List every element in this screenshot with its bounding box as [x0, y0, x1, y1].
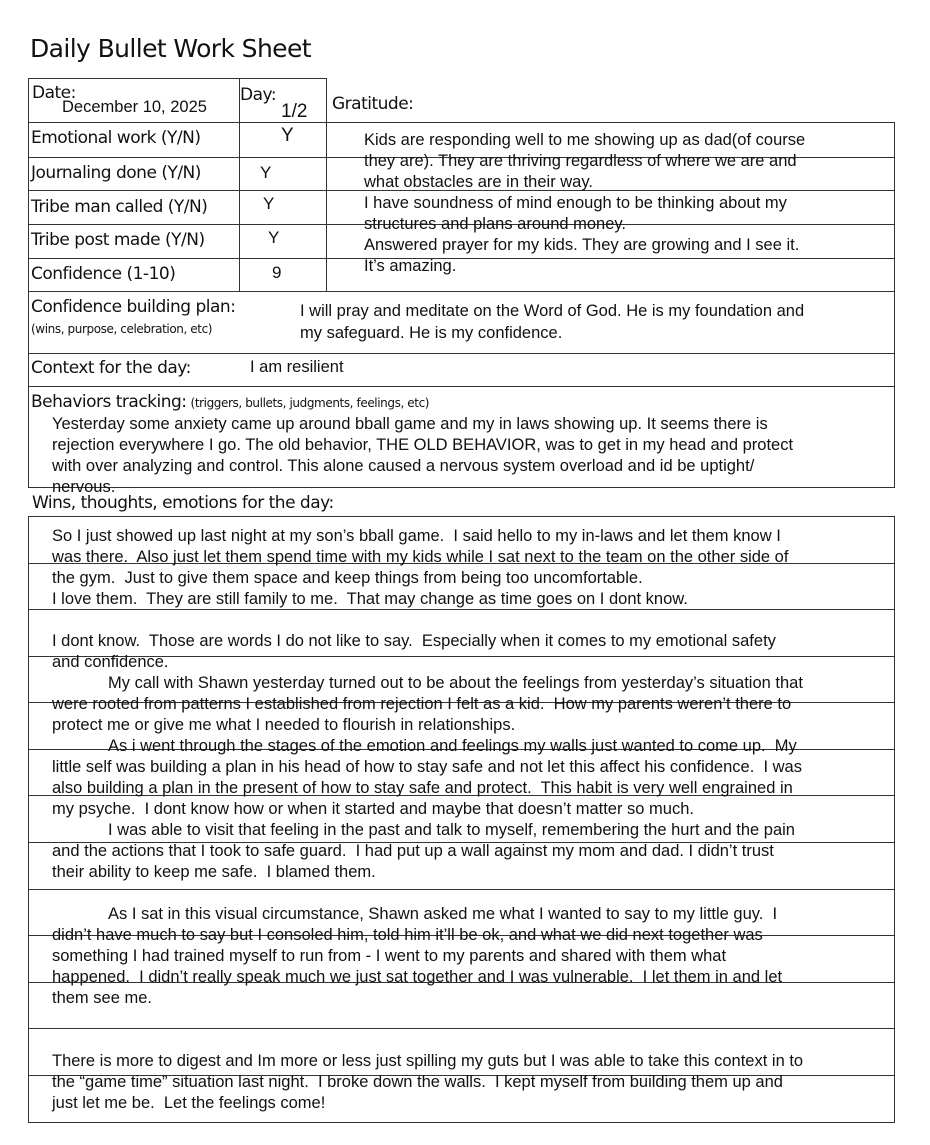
divider: [28, 353, 894, 354]
gratitude-line: they are). They are thriving regardless of where we are and: [364, 152, 797, 170]
divider: [28, 516, 894, 517]
confidence-plan-line: I will pray and meditate on the Word of God. He is my foundation and: [300, 302, 805, 320]
wins-line: I was able to visit that feeling in the past and talk to myself, remembering the hurt and the pain: [108, 821, 795, 839]
behaviors-line: rejection everywhere I go. The old behavior, THE OLD BEHAVIOR, was to get in my head and protect: [52, 436, 794, 454]
wins-label: Wins, thoughts, emotions for the day:: [32, 493, 334, 513]
gratitude-label: Gratitude:: [332, 94, 414, 114]
gratitude-line: structures and plans around money.: [364, 215, 627, 233]
checklist-label: Tribe post made (Y/N): [31, 230, 205, 250]
wins-line: the “game time” situation last night. I broke down the walls. I kept myself from building them up and: [52, 1073, 783, 1091]
wins-line: little self was building a plan in his head of how to stay safe and not let this affect his confidence. I was: [52, 758, 802, 776]
checklist-label: Confidence (1-10): [31, 264, 176, 284]
checklist-value[interactable]: Y: [281, 125, 294, 146]
wins-text[interactable]: [52, 526, 892, 1114]
checklist-label: Tribe man called (Y/N): [31, 197, 208, 217]
behaviors-line: with over analyzing and control. This alone caused a nervous system overload and id be uptight/: [52, 457, 755, 475]
wins-line: my psyche. I dont know how or when it started and maybe that doesn’t matter so much.: [52, 800, 694, 818]
wins-line: [52, 1030, 892, 1051]
wins-line: There is more to digest and Im more or less just spilling my guts but I was able to take this context in to: [52, 1052, 804, 1070]
gratitude-text[interactable]: [364, 130, 805, 277]
divider: [326, 78, 327, 291]
confidence-plan-label: Confidence building plan:: [31, 297, 236, 317]
wins-line: My call with Shawn yesterday turned out to be about the feelings from yesterday’s situation that: [108, 674, 803, 692]
wins-line: didn’t have much to say but I consoled him, told him it’ll be ok, and what we did next together was: [52, 926, 763, 944]
behaviors-line: Yesterday some anxiety came up around bball game and my in laws showing up. It seems there is: [52, 415, 768, 433]
context-value[interactable]: I am resilient: [250, 358, 344, 376]
wins-line: As I sat in this visual circumstance, Shawn asked me what I wanted to say to my little guy. I: [108, 905, 778, 923]
behaviors-text[interactable]: [52, 414, 793, 498]
divider: [28, 516, 29, 1123]
gratitude-line: I have soundness of mind enough to be thinking about my: [364, 194, 787, 212]
behaviors-label: Behaviors tracking:: [31, 392, 187, 412]
wins-line: the gym. Just to give them space and keep things from being too uncomfortable.: [52, 569, 643, 587]
wins-line: and confidence.: [52, 653, 169, 671]
wins-line: protect me or give me what I needed to flourish in relationships.: [52, 716, 516, 734]
wins-line: happened. I didn’t really speak much we just sat together and I was vulnerable. I let them in and let: [52, 968, 783, 986]
behaviors-heading: [31, 392, 429, 412]
divider: [28, 122, 894, 123]
divider: [894, 122, 895, 488]
day-label: Day:: [240, 85, 277, 105]
divider: [28, 386, 894, 387]
behaviors-line: nervous.: [52, 478, 116, 496]
confidence-plan-text[interactable]: [300, 300, 804, 344]
divider: [28, 1122, 894, 1123]
wins-line: and the actions that I took to safe guard. I had put up a wall against my mom and dad. I didn’t trust: [52, 842, 774, 860]
divider: [239, 78, 240, 291]
wins-line: just let me be. Let the feelings come!: [52, 1094, 326, 1112]
wins-line: also building a plan in the present of how to stay safe and protect. This habit is very well engrained in: [52, 779, 793, 797]
page-title: Daily Bullet Work Sheet: [30, 34, 311, 63]
wins-line: their ability to keep me safe. I blamed them.: [52, 863, 376, 881]
confidence-plan-sublabel: (wins, purpose, celebration, etc): [31, 322, 213, 336]
behaviors-sublabel: (triggers, bullets, judgments, feelings, etc): [190, 396, 430, 410]
checklist-value[interactable]: Y: [268, 228, 280, 247]
day-value[interactable]: 1/2: [281, 101, 308, 122]
wins-line: something I had trained myself to run from - I went to my parents and shared with them what: [52, 947, 727, 965]
date-value[interactable]: December 10, 2025: [62, 98, 207, 116]
divider: [28, 291, 894, 292]
confidence-plan-line: my safeguard. He is my confidence.: [300, 324, 563, 342]
gratitude-line: what obstacles are in their way.: [364, 173, 593, 191]
divider: [894, 516, 895, 1123]
wins-line: I dont know. Those are words I do not like to say. Especially when it comes to my emotional safety: [52, 632, 776, 650]
wins-line: [52, 1009, 892, 1030]
wins-line: As i went through the stages of the emotion and feelings my walls just wanted to come up. My: [108, 737, 797, 755]
wins-line: were rooted from patterns I established from rejection I felt as a kid. How my parents weren’t there to: [52, 695, 792, 713]
context-label: Context for the day:: [31, 358, 191, 378]
wins-line: I love them. They are still family to me. That may change as time goes on I dont know.: [52, 590, 688, 608]
checklist-value[interactable]: Y: [260, 163, 272, 182]
divider: [28, 78, 29, 488]
checklist-value[interactable]: Y: [263, 194, 275, 213]
divider: [28, 78, 326, 79]
wins-line: [52, 610, 892, 631]
gratitude-line: Kids are responding well to me showing up as dad(of course: [364, 131, 806, 149]
gratitude-line: Answered prayer for my kids. They are growing and I see it.: [364, 236, 800, 254]
wins-line: was there. Also just let them spend time with my kids while I sat next to the team on the other side of: [52, 548, 789, 566]
checklist-label: Journaling done (Y/N): [31, 163, 201, 183]
wins-line: So I just showed up last night at my son’s bball game. I said hello to my in-laws and let them know I: [52, 527, 781, 545]
date-label: Date:: [32, 83, 76, 103]
gratitude-line: It’s amazing.: [364, 257, 457, 275]
checklist-value[interactable]: 9: [272, 263, 282, 282]
wins-line: [52, 883, 892, 904]
wins-line: them see me.: [52, 989, 152, 1007]
checklist-label: Emotional work (Y/N): [31, 128, 201, 148]
